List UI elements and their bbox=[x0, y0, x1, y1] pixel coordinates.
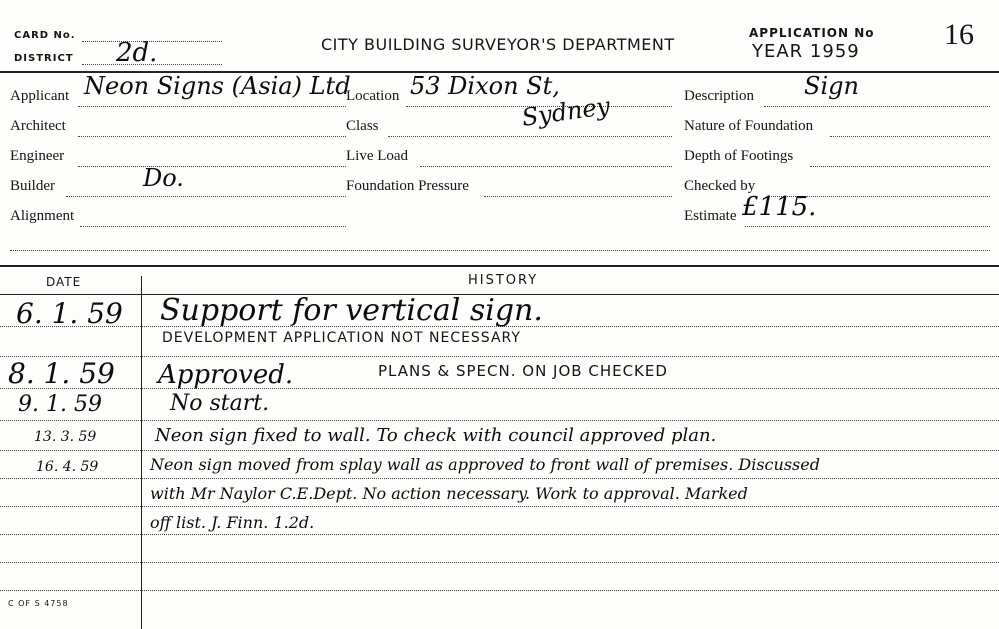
builder-value: Do. bbox=[143, 164, 184, 192]
class-label: Class bbox=[346, 118, 379, 134]
checked-by-label: Checked by bbox=[684, 178, 756, 194]
blank-remarks-line bbox=[10, 250, 990, 251]
history-text: Neon sign fixed to wall. To check with council approved plan. bbox=[155, 425, 717, 446]
alignment-label: Alignment bbox=[10, 208, 75, 224]
applicant-value: Neon Signs (Asia) Ltd bbox=[84, 72, 351, 100]
foundation-pressure-label: Foundation Pressure bbox=[346, 178, 469, 194]
engineer-label: Engineer bbox=[10, 148, 65, 164]
history-date: 8. 1. 59 bbox=[8, 357, 115, 390]
description-value: Sign bbox=[804, 72, 859, 100]
history-text: Approved. bbox=[158, 360, 294, 390]
history-text-continued: off list. J. Finn. 1.2d. bbox=[150, 513, 315, 532]
nature-of-foundation-line bbox=[830, 136, 990, 137]
description-label: Description bbox=[684, 88, 754, 104]
applicant-label: Applicant bbox=[10, 88, 70, 104]
date-column-divider bbox=[141, 276, 142, 629]
history-date: 9. 1. 59 bbox=[18, 392, 102, 417]
class-line bbox=[388, 136, 672, 137]
depth-of-footings-label: Depth of Footings bbox=[684, 148, 794, 164]
department-title: CITY BUILDING SURVEYOR'S DEPARTMENT bbox=[321, 35, 675, 54]
history-date: 16. 4. 59 bbox=[36, 459, 99, 475]
history-date: 13. 3. 59 bbox=[34, 429, 97, 445]
history-text-continued: with Mr Naylor C.E.Dept. No action necessary. Work to approval. Marked bbox=[150, 484, 748, 503]
date-column-header: DATE bbox=[46, 275, 82, 289]
live-load-label: Live Load bbox=[346, 148, 409, 164]
history-row-line bbox=[0, 590, 999, 591]
history-row-line bbox=[0, 450, 999, 451]
location-label: Location bbox=[346, 88, 400, 104]
nature-of-foundation-label: Nature of Foundation bbox=[684, 118, 814, 134]
history-top-rule bbox=[0, 265, 999, 267]
depth-of-footings-line bbox=[810, 166, 990, 167]
history-date: 6. 1. 59 bbox=[16, 297, 123, 330]
form-code: C OF S 4758 bbox=[8, 599, 69, 608]
location-value: 53 Dixon St, bbox=[410, 72, 560, 100]
application-no-label: APPLICATION No bbox=[749, 26, 875, 40]
location-value-continued: Sydney bbox=[520, 91, 612, 132]
history-text: Neon sign moved from splay wall as approved to front wall of premises. Discussed bbox=[150, 455, 820, 474]
architect-label: Architect bbox=[10, 118, 66, 134]
district-label: DISTRICT bbox=[14, 53, 74, 64]
history-row-line bbox=[0, 506, 999, 507]
description-line bbox=[764, 106, 990, 107]
applicant-line bbox=[78, 106, 346, 107]
district-value: 2d. bbox=[116, 38, 158, 68]
foundation-pressure-line bbox=[484, 196, 672, 197]
history-column-header: HISTORY bbox=[468, 273, 539, 288]
history-row-line bbox=[0, 534, 999, 535]
history-row-line bbox=[0, 388, 999, 389]
history-row-line bbox=[0, 562, 999, 563]
engineer-line bbox=[78, 166, 346, 167]
card-no-label: CARD No. bbox=[14, 30, 76, 41]
application-number: 16 bbox=[944, 18, 974, 51]
builder-label: Builder bbox=[10, 178, 55, 194]
plans-checked-stamp: PLANS & SPECN. ON JOB CHECKED bbox=[378, 362, 668, 380]
estimate-label: Estimate bbox=[684, 208, 737, 224]
year-label: YEAR 1959 bbox=[752, 41, 860, 62]
history-text: Support for vertical sign. bbox=[160, 293, 543, 328]
alignment-line bbox=[80, 226, 346, 227]
history-text: No start. bbox=[170, 391, 270, 416]
estimate-value: £115. bbox=[742, 192, 817, 222]
development-stamp: DEVELOPMENT APPLICATION NOT NECESSARY bbox=[162, 330, 521, 346]
history-row-line bbox=[0, 356, 999, 357]
live-load-line bbox=[420, 166, 672, 167]
history-row-line bbox=[0, 420, 999, 421]
history-row-line bbox=[0, 478, 999, 479]
architect-line bbox=[78, 136, 346, 137]
builder-line bbox=[66, 196, 346, 197]
estimate-line bbox=[745, 226, 990, 227]
